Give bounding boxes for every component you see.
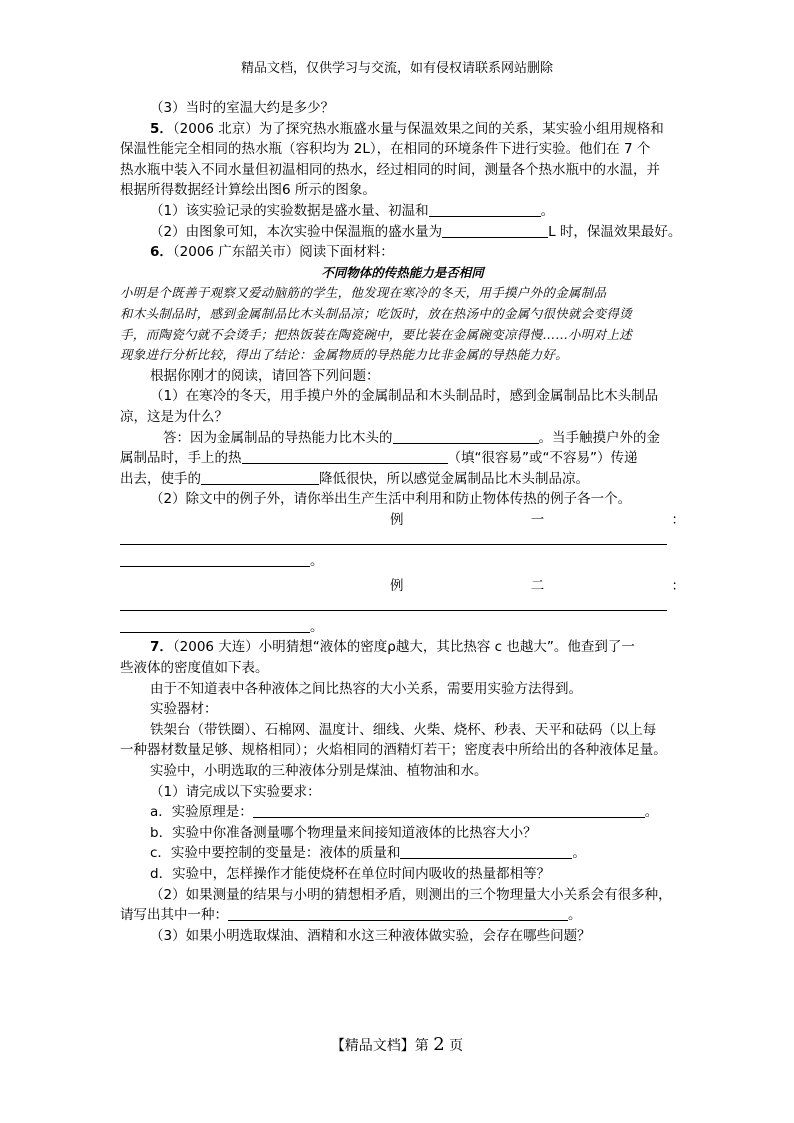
reading-paragraph-line-4: 现象进行分析比较，得出了结论：金属物质的导热能力比非金属的导热能力好。 <box>120 347 569 363</box>
punctuation: 。 <box>310 618 324 635</box>
answer-blank[interactable] <box>120 552 310 567</box>
question-5-sub-1 <box>120 201 685 222</box>
question-text: （2006 北京）为了探究热水瓶盛水量与保温效果之间的关系，某实验小组用规格和 <box>172 120 664 137</box>
reading-title: 不同物体的传热能力是否相同 <box>321 264 484 280</box>
sub-question-text: L 时，保温效果最好。 <box>548 223 682 240</box>
question-text: （2006 广东韶关市）阅读下面材料： <box>172 244 394 261</box>
question-6-sub-2: （2）除文中的例子外，请你举出生产生活中利用和防止物体传热的例子各一个。 <box>150 491 632 508</box>
example-number: 二 <box>530 577 545 594</box>
question-7-item-b: b．实验中你准备测量哪个物理量来间接知道液体的比热容大小？ <box>150 824 537 841</box>
example-2-label <box>120 576 685 597</box>
question-5-sub-2 <box>120 222 685 243</box>
answer-text: 。当手触摸户外的金 <box>538 429 660 446</box>
answer-text: 降低很快，所以感觉金属制品比木头制品凉。 <box>319 470 589 487</box>
answer-text: 出去，使手的 <box>120 470 201 487</box>
example-word: 例 <box>390 511 404 528</box>
answer-blank[interactable] <box>253 803 645 818</box>
example-1-blank-line[interactable] <box>120 530 685 551</box>
example-1-blank-end <box>120 551 685 572</box>
footer-label: 【精品文档】第 <box>330 1038 429 1054</box>
punctuation: 。 <box>644 804 659 821</box>
answer-blank[interactable] <box>228 906 568 921</box>
punctuation: 。 <box>568 907 582 924</box>
answer-line-3 <box>120 469 685 490</box>
answer-blank[interactable] <box>400 844 572 859</box>
answer-blank[interactable] <box>201 470 319 485</box>
example-number: 一 <box>530 511 545 528</box>
sub-question-text: （2）由图象可知，本次实验中保温瓶的盛水量为 <box>150 223 443 240</box>
item-text: 请写出其中一种： <box>120 907 228 924</box>
question-7-line-4: 实验器材： <box>150 701 218 718</box>
question-7-line-3: 由于不知道表中各种液体之间比热容的大小关系，需要用实验方法得到。 <box>150 680 582 697</box>
question-7-sub-2-line-2 <box>120 905 685 926</box>
answer-line-1 <box>120 428 685 449</box>
footer-unit: 页 <box>449 1038 464 1054</box>
answer-text: 答：因为金属制品的导热能力比木头的 <box>163 429 393 446</box>
question-5-line-2: 保温性能完全相同的热水瓶（容积均为 2L），在相同的环境条件下进行实验。他们在 7 个 <box>120 141 651 158</box>
question-7-sub-3: （3）如果小明选取煤油、酒精和水这三种液体做实验，会存在哪些问题？ <box>150 927 591 944</box>
example-2-blank-end <box>120 617 685 638</box>
question-number: 6． <box>150 244 173 261</box>
question-5-line-4: 根据所得数据经计算绘出图6 所示的图象。 <box>120 182 376 199</box>
page-header: 精品文档，仅供学习与交流，如有侵权请联系网站删除 <box>240 61 553 76</box>
colon: ： <box>671 511 685 528</box>
answer-line-2 <box>120 448 685 469</box>
question-7-sub-1: （1）请完成以下实验要求： <box>150 783 321 800</box>
page-footer <box>0 1034 794 1055</box>
reading-paragraph-line-3: 手，而陶瓷勺就不会烫手；把热饭装在陶瓷碗中，要比装在金属碗变凉得慢……小明对上述 <box>120 326 633 342</box>
example-2-blank-line[interactable] <box>120 596 685 617</box>
colon: ： <box>671 577 685 594</box>
answer-blank[interactable] <box>429 202 541 217</box>
question-5-line-3: 热水瓶中装入不同水量但初温相同的热水，经过相同的时间，测量各个热水瓶中的水温，并 <box>120 161 660 178</box>
question-7-line-7: 实验中，小明选取的三种液体分别是煤油、植物油和水。 <box>150 763 488 779</box>
reading-paragraph-line-2: 和木头制品时，感到金属制品比木头制品凉；吃饭时，放在热汤中的金属勺很快就会变得烫 <box>120 305 633 321</box>
question-7-line-5: 铁架台（带铁圈）、石棉网、温度计、细线、火柴、烧杯、秒表、天平和砝码（以上每 <box>150 721 657 738</box>
punctuation: 。 <box>310 553 324 570</box>
question-7-line-1 <box>120 637 685 658</box>
punctuation: 。 <box>572 845 586 862</box>
question-7-line-6: 一种器材数量足够、规格相同）；火焰相同的酒精灯若干；密度表中所给出的各种液体足量。 <box>120 742 667 759</box>
example-word: 例 <box>390 577 404 594</box>
example-1-label <box>120 510 685 531</box>
answer-blank[interactable] <box>442 223 548 238</box>
question-number: 7． <box>150 639 173 656</box>
reading-paragraph-line-1: 小明是个既善于观察又爱动脑筋的学生，他发现在寒冷的冬天，用手摸户外的金属制品 <box>120 285 607 301</box>
punctuation: 。 <box>540 202 555 219</box>
question-3-prev: （3）当时的室温大约是多少？ <box>150 100 335 116</box>
question-6-ask: 根据你刚才的阅读，请回答下列问题： <box>150 367 380 384</box>
page-number: 2 <box>433 1034 445 1055</box>
question-6-sub-1-line-2: 凉，这是为什么？ <box>120 408 228 425</box>
answer-blank[interactable] <box>393 429 539 444</box>
sub-question-text: （1）该实验记录的实验数据是盛水量、初温和 <box>150 202 429 219</box>
answer-blank[interactable] <box>242 449 448 464</box>
question-text: （2006 大连）小明猜想“液体的密度ρ越大，其比热容 c 也越大”。他查到了一 <box>172 639 635 656</box>
answer-text: （填“很容易”或“不容易”）传递 <box>447 450 638 467</box>
question-6-head <box>120 242 685 263</box>
question-7-item-a <box>120 802 685 823</box>
answer-text: 属制品时，手上的热 <box>120 450 242 467</box>
question-7-item-d: d．实验中，怎样操作才能使烧杯在单位时间内吸收的热量都相等？ <box>150 865 551 882</box>
answer-blank[interactable] <box>120 618 310 633</box>
item-text: c．实验中要控制的变量是：液体的质量和 <box>150 845 401 862</box>
question-7-sub-2-line-1: （2）如果测量的结果与小明的猜想相矛盾，则测出的三个物理量大小关系会有很多种， <box>150 886 672 903</box>
item-text: a．实验原理是： <box>150 804 253 821</box>
question-7-item-c <box>120 843 685 864</box>
question-7-line-2: 些液体的密度值如下表。 <box>120 660 269 677</box>
document-body <box>120 98 685 946</box>
question-6-sub-1-line-1: （1）在寒冷的冬天，用手摸户外的金属制品和木头制品时，感到金属制品比木头制品 <box>150 388 659 405</box>
question-number: 5． <box>150 120 173 137</box>
question-5-line-1 <box>120 119 685 140</box>
